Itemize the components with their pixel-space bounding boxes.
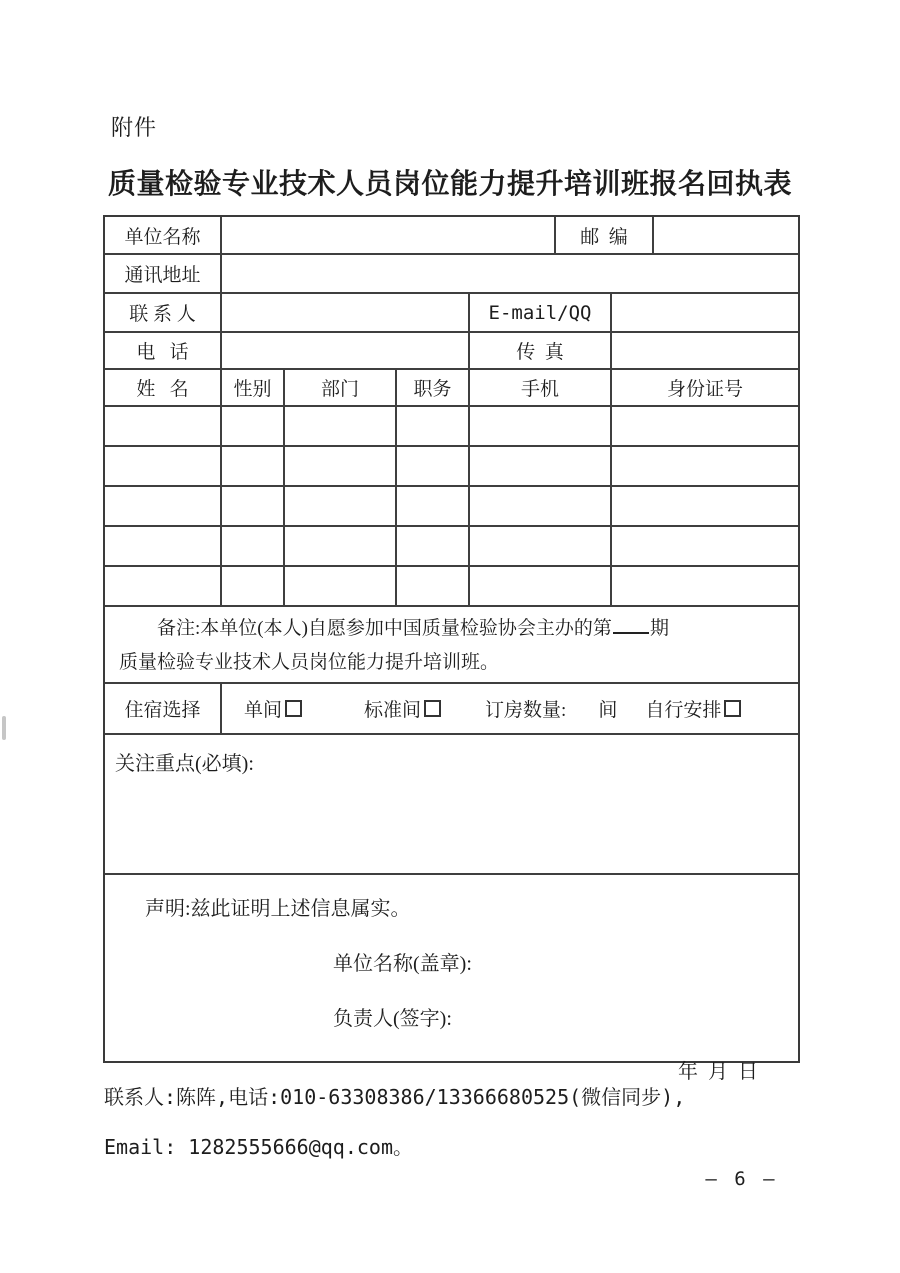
roster-empty-cell [612, 447, 798, 485]
scan-artifact-mark [2, 716, 6, 740]
footer-email-line: Email: 1282555666@qq.com。 [104, 1135, 413, 1159]
booking-quantity-label: 订房数量: [485, 700, 567, 721]
contact-label: 联 系 人 [105, 294, 222, 331]
roster-empty-cell [397, 567, 470, 605]
contact-value-cell [222, 294, 470, 331]
declaration-signer: 负责人(签字): [333, 1008, 452, 1030]
remark-blank-underline [613, 613, 649, 634]
row-address [105, 255, 798, 294]
roster-empty-cell [470, 527, 612, 565]
roster-empty-cell [470, 567, 612, 605]
lodging-row [105, 684, 798, 735]
postcode-value-cell [654, 217, 798, 253]
declaration-unit-seal: 单位名称(盖章): [333, 953, 472, 975]
email-qq-value-cell [612, 294, 798, 331]
roster-empty-cell [222, 567, 285, 605]
focus-row [105, 735, 798, 875]
roster-empty-cell [470, 447, 612, 485]
single-room-checkbox [285, 700, 302, 717]
remark-cell [105, 607, 798, 682]
roster-empty-cell [222, 487, 285, 525]
focus-label: 关注重点(必填): [115, 753, 254, 775]
roster-empty-cell [397, 407, 470, 445]
roster-empty-row [105, 487, 798, 527]
self-arrange-checkbox [724, 700, 741, 717]
remark-line2: 质量检验专业技术人员岗位能力提升培训班。 [119, 652, 500, 673]
remark-line1: 备注:本单位(本人)自愿参加中国质量检验协会主办的第 期 [119, 612, 784, 646]
registration-form-table [103, 215, 800, 1083]
lodging-options-cell [222, 684, 798, 733]
address-value-cell [222, 255, 798, 292]
postcode-label: 邮 编 [556, 217, 654, 253]
roster-empty-cell [285, 487, 397, 525]
row-contact [105, 294, 798, 333]
single-room-option: 单间 [244, 700, 283, 721]
roster-empty-cell [105, 407, 222, 445]
room-unit-label: 间 [598, 700, 618, 721]
roster-empty-cell [285, 407, 397, 445]
roster-empty-cell [612, 527, 798, 565]
roster-empty-row [105, 407, 798, 447]
roster-empty-cell [105, 487, 222, 525]
roster-empty-cell [397, 487, 470, 525]
roster-empty-cell [222, 527, 285, 565]
form-title: 质量检验专业技术人员岗位能力提升培训班报名回执表 [107, 168, 792, 199]
roster-empty-cell [285, 527, 397, 565]
declaration-date-line: 年 月 日 [678, 1061, 758, 1083]
roster-empty-row [105, 567, 798, 607]
page-number: — 6 — [705, 1168, 775, 1190]
unit-name-label: 单位名称 [105, 217, 222, 253]
roster-empty-cell [612, 407, 798, 445]
declaration-row [105, 875, 798, 1083]
email-qq-label: E-mail/QQ [470, 294, 612, 331]
roster-header-row [105, 370, 798, 407]
roster-empty-cell [397, 447, 470, 485]
phone-value-cell [222, 333, 470, 368]
roster-empty-cell [612, 567, 798, 605]
roster-empty-cell [285, 567, 397, 605]
phone-label: 电 话 [105, 333, 222, 368]
roster-header-id-number: 身份证号 [666, 379, 743, 400]
address-label: 通讯地址 [105, 255, 222, 292]
remark-row [105, 607, 798, 684]
lodging-label: 住宿选择 [105, 684, 222, 733]
roster-empty-cell [397, 527, 470, 565]
fax-label: 传 真 [470, 333, 612, 368]
roster-empty-cell [222, 407, 285, 445]
standard-room-checkbox [424, 700, 441, 717]
roster-empty-cell [470, 407, 612, 445]
row-phone [105, 333, 798, 370]
roster-empty-cell [105, 567, 222, 605]
roster-empty-cell [105, 527, 222, 565]
roster-empty-cell [105, 447, 222, 485]
roster-header-gender: 性别 [222, 370, 285, 405]
roster-empty-row [105, 527, 798, 567]
roster-header-department: 部门 [285, 370, 397, 405]
row-unit-name [105, 217, 798, 255]
roster-empty-cell [222, 447, 285, 485]
fax-value-cell [612, 333, 798, 368]
standard-room-option: 标准间 [364, 700, 422, 721]
self-arrange-option: 自行安排 [645, 700, 722, 721]
roster-empty-cell [612, 487, 798, 525]
roster-empty-row [105, 447, 798, 487]
roster-header-mobile: 手机 [470, 370, 612, 405]
declaration-cell [105, 875, 798, 1083]
declaration-statement: 声明:兹此证明上述信息属实。 [145, 898, 411, 920]
roster-empty-cell [285, 447, 397, 485]
attachment-label: 附件 [111, 115, 158, 140]
roster-empty-cell [470, 487, 612, 525]
roster-header-position: 职务 [397, 370, 470, 405]
footer-contact-line: 联系人:陈阵,电话:010-63308386/13366680525(微信同步), [104, 1085, 686, 1109]
unit-name-value-cell [222, 217, 556, 253]
roster-header-name: 姓 名 [105, 370, 222, 405]
